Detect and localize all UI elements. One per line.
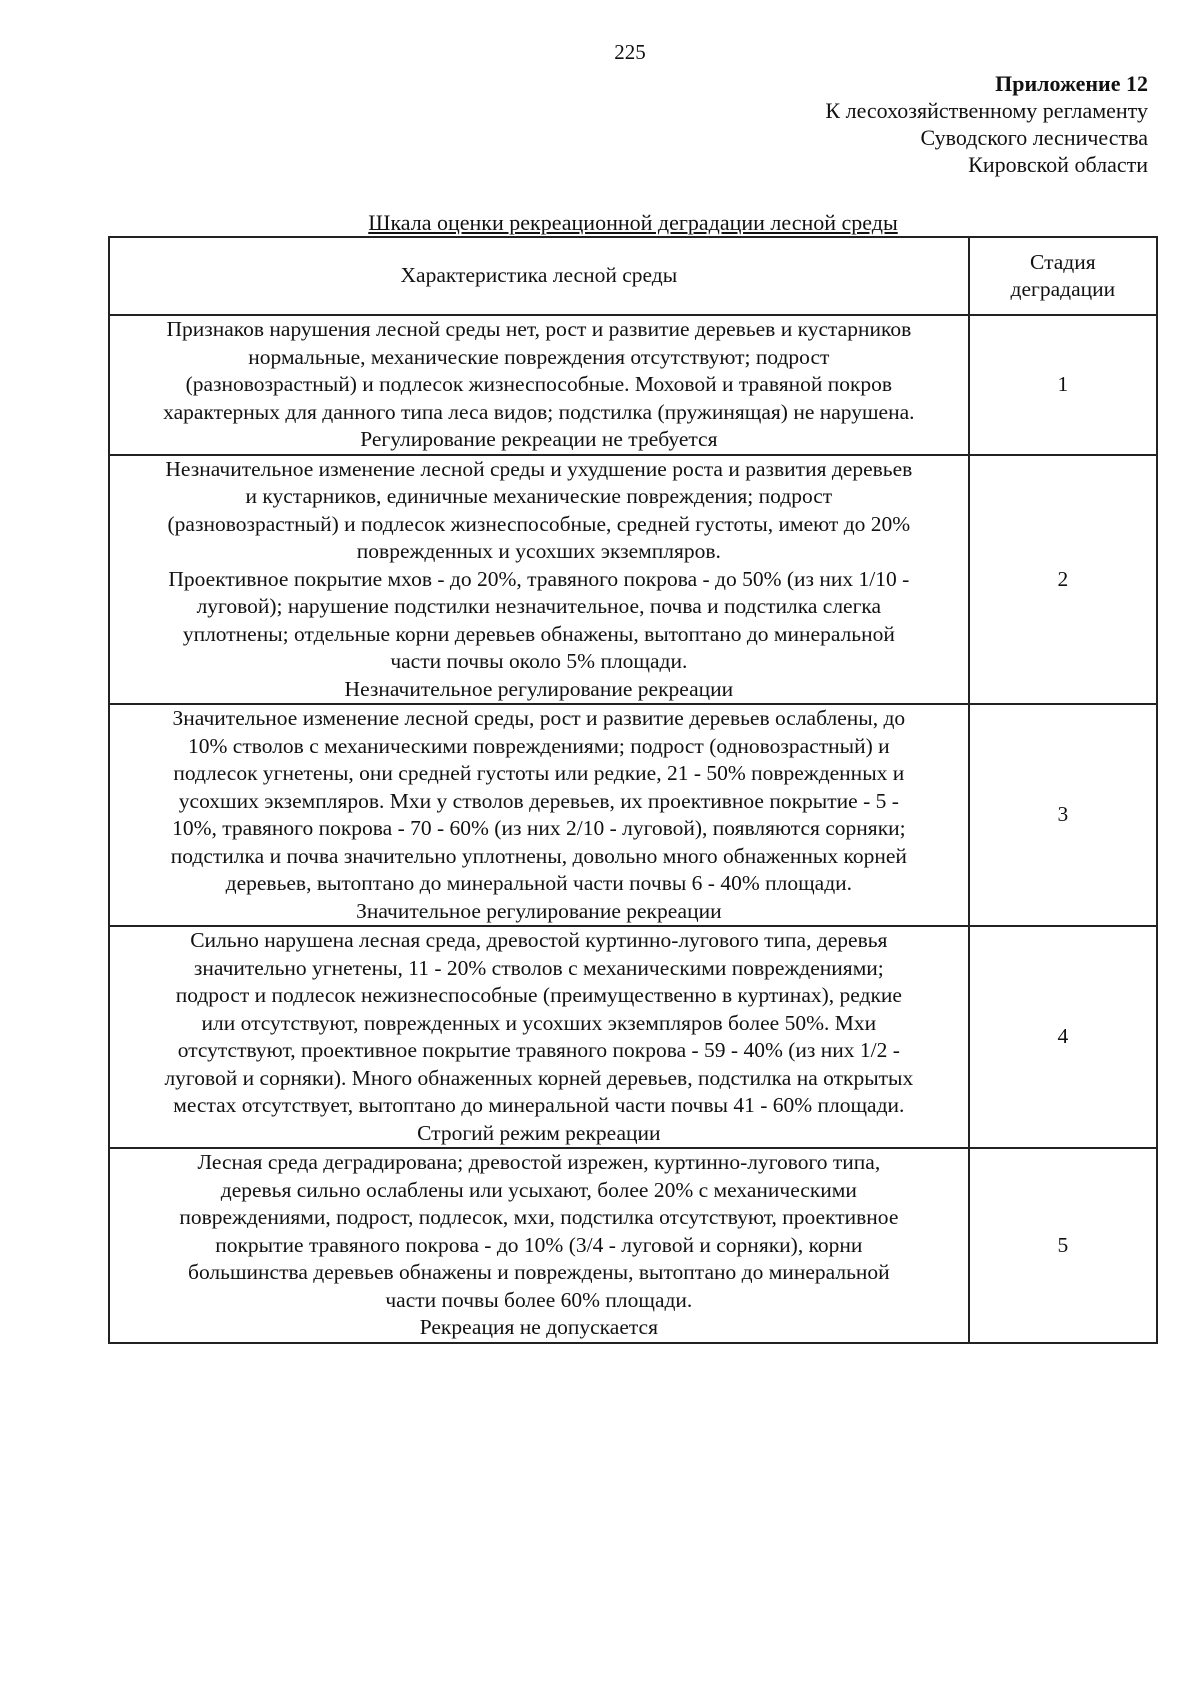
- header-stage-line: Стадия: [1030, 249, 1096, 274]
- header-stage: [969, 237, 1157, 315]
- description-line: Сильно нарушена лесная среда, древостой куртинно-лугового типа, деревья: [190, 928, 888, 952]
- row-stage: 3: [969, 704, 1157, 926]
- row-description: [109, 1148, 969, 1343]
- description-line: повреждениями, подрост, подлесок, мхи, подстилка отсутствуют, проективное: [179, 1205, 899, 1229]
- description-line: 10%, травяного покрова - 70 - 60% (из них 2/10 - луговой), появляются сорняки;: [172, 816, 906, 840]
- table-title-text: Шкала оценки рекреационной деградации лесной среды: [368, 210, 898, 235]
- row-description: [109, 315, 969, 455]
- appendix-line: Суводского лесничества: [920, 125, 1148, 150]
- description-line: (разновозрастный) и подлесок жизнеспособные, средней густоты, имеют до 20%: [167, 511, 911, 536]
- row-description: [109, 926, 969, 1148]
- table-body: [109, 315, 1157, 1343]
- row-description: [109, 455, 969, 705]
- description-line: части почвы более 60% площади.: [385, 1287, 693, 1312]
- description-line: подстилка и почва значительно уплотнены, довольно много обнаженных корней: [170, 843, 907, 868]
- description-line: Значительное регулирование рекреации: [356, 898, 722, 923]
- description-line: луговой); нарушение подстилки незначительное, почва и подстилка слегка: [196, 594, 882, 618]
- appendix-header: [825, 70, 1148, 178]
- table-row: [109, 315, 1157, 455]
- description-line: деревьев, вытоптано до минеральной части почвы 6 - 40% площади.: [225, 871, 853, 895]
- page-number: 225: [614, 40, 646, 64]
- appendix-line: Кировской области: [968, 152, 1148, 177]
- description-line: нормальные, механические повреждения отсутствуют; подрост: [248, 344, 830, 369]
- description-line: части почвы около 5% площади.: [390, 649, 688, 673]
- row-stage: 2: [969, 455, 1157, 705]
- table-row: [109, 926, 1157, 1148]
- appendix-line: К лесохозяйственному регламенту: [825, 98, 1148, 123]
- table-row: [109, 455, 1157, 705]
- row-stage: 1: [969, 315, 1157, 455]
- description-line: (разновозрастный) и подлесок жизнеспособные. Моховой и травяной покров: [185, 372, 893, 396]
- degradation-scale-table: [108, 236, 1158, 1344]
- description-line: Значительное изменение лесной среды, рост и развитие деревьев ослаблены, до: [172, 706, 906, 730]
- row-stage: 4: [969, 926, 1157, 1148]
- description-line: поврежденных и усохших экземпляров.: [356, 539, 721, 563]
- description-line: подрост и подлесок нежизнеспособные (преимущественно в куртинах), редкие: [175, 983, 902, 1007]
- description-line: покрытие травяного покрова - до 10% (3/4 - луговой и сорняки), корни: [215, 1232, 863, 1257]
- description-line: 10% стволов с механическими повреждениями; подрост (одновозрастный) и: [188, 733, 890, 758]
- description-line: местах отсутствует, вытоптано до минеральной части почвы 41 - 60% площади.: [173, 1093, 905, 1117]
- description-line: Проективное покрытие мхов - до 20%, травяного покрова - до 50% (из них 1/10 -: [168, 566, 910, 591]
- description-line: Строгий режим рекреации: [417, 1120, 661, 1145]
- header-stage-line: деградации: [1010, 277, 1116, 301]
- description-line: Незначительное регулирование рекреации: [344, 676, 734, 701]
- description-line: Признаков нарушения лесной среды нет, рост и развитие деревьев и кустарников: [166, 317, 912, 341]
- description-line: или отсутствуют, поврежденных и усохших экземпляров более 50%. Мхи: [201, 1010, 877, 1035]
- appendix-title: Приложение 12: [995, 71, 1148, 96]
- table-title: [108, 210, 1158, 236]
- row-description: [109, 704, 969, 926]
- description-line: значительно угнетены, 11 - 20% стволов с механическими повреждениями;: [193, 955, 884, 980]
- description-line: Регулирование рекреации не требуется: [360, 427, 718, 451]
- table-row: [109, 1148, 1157, 1343]
- description-line: уплотнены; отдельные корни деревьев обнажены, вытоптано до минеральной: [182, 621, 895, 646]
- description-line: характерных для данного типа леса видов; подстилка (пружинящая) не нарушена.: [163, 399, 915, 424]
- description-line: и кустарников, единичные механические повреждения; подрост: [245, 484, 833, 508]
- description-line: Рекреация не допускается: [419, 1315, 658, 1339]
- description-line: луговой и сорняки). Много обнаженных корней деревьев, подстилка на открытых: [164, 1065, 914, 1090]
- header-characteristic: Характеристика лесной среды: [109, 237, 969, 315]
- table-row: [109, 704, 1157, 926]
- description-line: подлесок угнетены, они средней густоты или редкие, 21 - 50% поврежденных и: [173, 761, 905, 785]
- description-line: Незначительное изменение лесной среды и ухудшение роста и развития деревьев: [165, 456, 913, 481]
- description-line: отсутствуют, проективное покрытие травяного покрова - 59 - 40% (из них 1/2 -: [177, 1038, 900, 1062]
- description-line: большинства деревьев обнажены и повреждены, вытоптано до минеральной: [188, 1260, 890, 1284]
- description-line: Лесная среда деградирована; древостой изрежен, куртинно-лугового типа,: [197, 1150, 881, 1174]
- table-header-row: [109, 237, 1157, 315]
- description-line: усохших экземпляров. Мхи у стволов деревьев, их проективное покрытие - 5 -: [178, 788, 899, 813]
- description-line: деревья сильно ослаблены или усыхают, более 20% с механическими: [220, 1177, 857, 1202]
- row-stage: 5: [969, 1148, 1157, 1343]
